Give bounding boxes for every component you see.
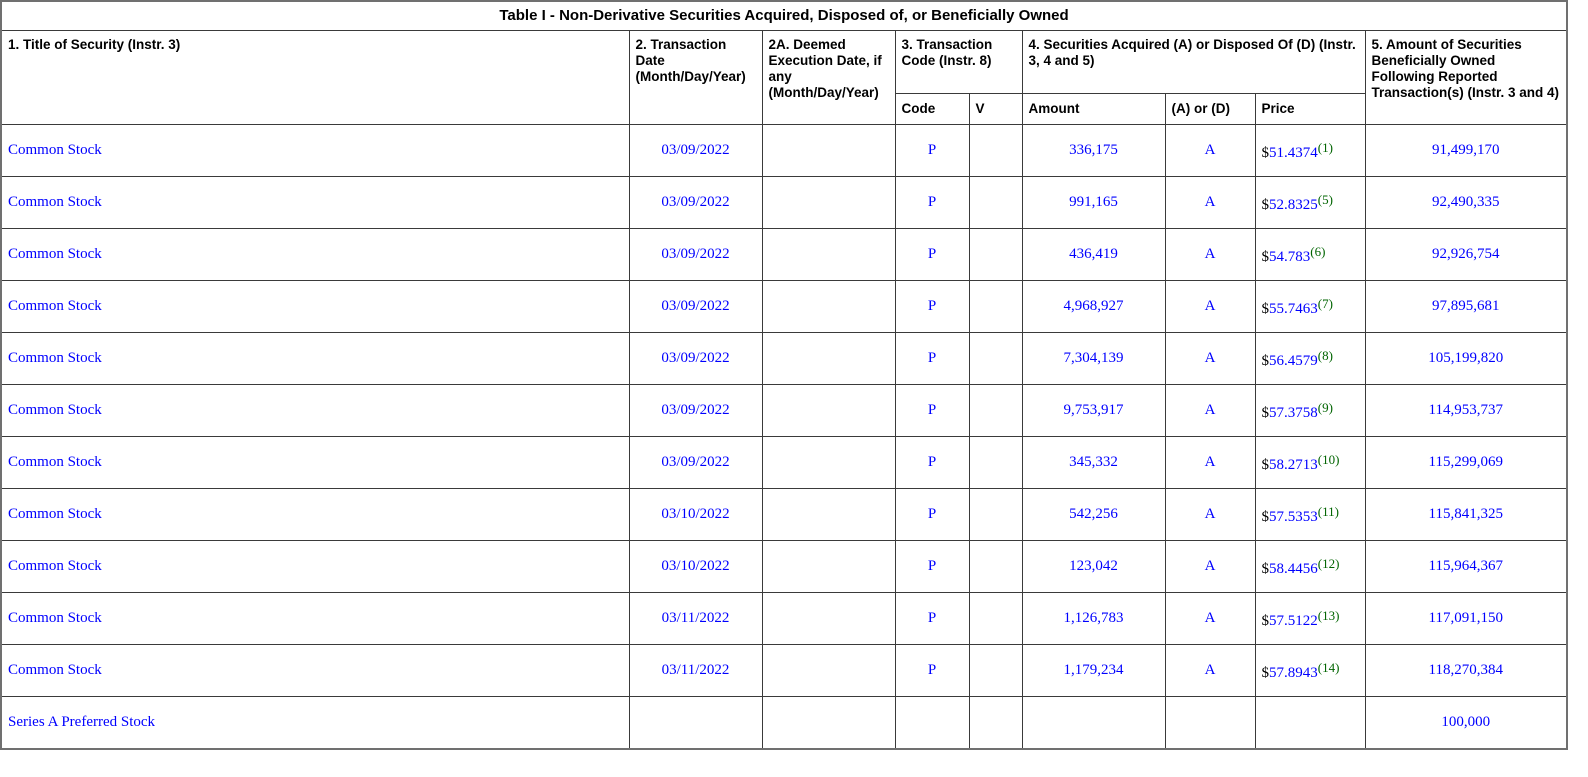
cell-amount	[1022, 281, 1165, 333]
price-currency-symbol: $	[1261, 456, 1269, 473]
footnote-reference[interactable]: (14)	[1317, 659, 1340, 675]
cell-price	[1255, 281, 1365, 333]
cell-a-or-d-text: A	[1204, 610, 1216, 626]
cell-amount	[1022, 645, 1165, 697]
cell-transaction-code-text: P	[927, 454, 937, 470]
cell-a-or-d	[1165, 645, 1255, 697]
cell-amount-owned-text: 91,499,170	[1432, 142, 1500, 158]
cell-title-of-security-text: Common Stock	[8, 402, 102, 418]
cell-price	[1255, 489, 1365, 541]
cell-v	[969, 645, 1022, 697]
cell-amount-text: 345,332	[1069, 454, 1118, 470]
price-currency-symbol: $	[1261, 196, 1269, 213]
cell-amount-text: 9,753,917	[1063, 402, 1124, 418]
price-value: 57.8943	[1269, 664, 1318, 681]
cell-a-or-d-text: A	[1204, 454, 1216, 470]
cell-title-of-security	[1, 645, 629, 697]
table-row	[1, 697, 1567, 750]
cell-v	[969, 177, 1022, 229]
cell-amount-text: 1,126,783	[1063, 610, 1124, 626]
cell-price	[1255, 645, 1365, 697]
footnote-reference[interactable]: (12)	[1317, 555, 1340, 571]
cell-title-of-security	[1, 333, 629, 385]
cell-a-or-d-text: A	[1204, 142, 1216, 158]
table-row	[1, 489, 1567, 541]
cell-amount-text: 336,175	[1069, 142, 1118, 158]
cell-transaction-code	[895, 333, 969, 385]
table-caption: Table I - Non-Derivative Securities Acquired, Disposed of, or Beneficially Owned	[1, 1, 1567, 31]
cell-a-or-d-text: A	[1204, 350, 1216, 366]
cell-a-or-d	[1165, 489, 1255, 541]
cell-transaction-date	[629, 697, 762, 750]
cell-transaction-code	[895, 177, 969, 229]
cell-amount-owned	[1365, 229, 1567, 281]
table-row	[1, 333, 1567, 385]
table-row	[1, 541, 1567, 593]
cell-amount	[1022, 593, 1165, 645]
cell-deemed-execution-date	[762, 437, 895, 489]
price-value: 56.4579	[1269, 352, 1318, 369]
cell-deemed-execution-date	[762, 697, 895, 750]
cell-amount-owned	[1365, 645, 1567, 697]
cell-amount-owned	[1365, 593, 1567, 645]
cell-a-or-d-text: A	[1204, 246, 1216, 262]
cell-price	[1255, 125, 1365, 177]
cell-transaction-code	[895, 593, 969, 645]
cell-transaction-code-text: P	[927, 142, 937, 158]
price-value: 52.8325	[1269, 196, 1318, 213]
cell-title-of-security-text: Common Stock	[8, 662, 102, 678]
cell-title-of-security-text: Common Stock	[8, 454, 102, 470]
header-a-or-d: (A) or (D)	[1165, 94, 1255, 125]
cell-transaction-date-text: 03/11/2022	[661, 610, 730, 626]
cell-transaction-code-text: P	[927, 194, 937, 210]
header-v: V	[969, 94, 1022, 125]
table-row	[1, 645, 1567, 697]
cell-title-of-security-text: Common Stock	[8, 142, 102, 158]
cell-transaction-code-text: P	[927, 558, 937, 574]
cell-title-of-security-text: Common Stock	[8, 298, 102, 314]
cell-transaction-date-text: 03/09/2022	[661, 454, 730, 470]
footnote-reference[interactable]: (10)	[1317, 451, 1340, 467]
cell-amount	[1022, 697, 1165, 750]
header-amount-beneficially-owned: 5. Amount of Securities Beneficially Owned Following Reported Transaction(s) (Instr. 3 and 4)	[1365, 31, 1567, 125]
cell-transaction-date	[629, 385, 762, 437]
cell-amount-owned-text: 100,000	[1441, 714, 1491, 730]
price-value: 51.4374	[1269, 144, 1318, 161]
cell-title-of-security-text: Common Stock	[8, 610, 102, 626]
cell-deemed-execution-date	[762, 541, 895, 593]
cell-amount	[1022, 125, 1165, 177]
cell-title-of-security-text: Common Stock	[8, 506, 102, 522]
cell-transaction-date	[629, 177, 762, 229]
cell-transaction-code	[895, 125, 969, 177]
cell-v	[969, 229, 1022, 281]
cell-v	[969, 593, 1022, 645]
cell-title-of-security	[1, 697, 629, 750]
cell-title-of-security	[1, 125, 629, 177]
footnote-reference[interactable]: (9)	[1317, 399, 1333, 415]
cell-deemed-execution-date	[762, 385, 895, 437]
cell-deemed-execution-date	[762, 333, 895, 385]
price-value: 58.2713	[1269, 456, 1318, 473]
cell-v	[969, 437, 1022, 489]
cell-transaction-code	[895, 385, 969, 437]
footnote-reference[interactable]: (8)	[1317, 347, 1333, 363]
cell-amount	[1022, 385, 1165, 437]
cell-a-or-d	[1165, 437, 1255, 489]
cell-amount-owned	[1365, 437, 1567, 489]
cell-a-or-d	[1165, 333, 1255, 385]
cell-transaction-code	[895, 697, 969, 750]
cell-transaction-code	[895, 489, 969, 541]
price-currency-symbol: $	[1261, 508, 1269, 525]
cell-transaction-date-text: 03/10/2022	[661, 558, 730, 574]
cell-transaction-date	[629, 489, 762, 541]
cell-transaction-code-text: P	[927, 350, 937, 366]
footnote-reference[interactable]: (13)	[1317, 607, 1340, 623]
cell-a-or-d-text: A	[1204, 558, 1216, 574]
cell-transaction-code	[895, 437, 969, 489]
cell-amount	[1022, 177, 1165, 229]
cell-amount-text: 123,042	[1069, 558, 1118, 574]
cell-title-of-security	[1, 385, 629, 437]
cell-amount-owned-text: 114,953,737	[1428, 402, 1503, 418]
cell-title-of-security-text: Series A Preferred Stock	[8, 714, 156, 730]
cell-amount-owned-text: 115,841,325	[1428, 506, 1503, 522]
cell-title-of-security-text: Common Stock	[8, 246, 102, 262]
cell-deemed-execution-date	[762, 125, 895, 177]
cell-price	[1255, 541, 1365, 593]
cell-transaction-code	[895, 229, 969, 281]
cell-amount-owned	[1365, 385, 1567, 437]
header-code: Code	[895, 94, 969, 125]
cell-amount-text: 4,968,927	[1063, 298, 1124, 314]
cell-v	[969, 125, 1022, 177]
cell-v	[969, 489, 1022, 541]
cell-a-or-d-text: A	[1204, 662, 1216, 678]
cell-a-or-d	[1165, 125, 1255, 177]
price-currency-symbol: $	[1261, 300, 1269, 317]
cell-amount-owned-text: 117,091,150	[1428, 610, 1503, 626]
cell-title-of-security	[1, 593, 629, 645]
cell-title-of-security	[1, 437, 629, 489]
cell-price	[1255, 697, 1365, 750]
cell-a-or-d-text: A	[1204, 194, 1216, 210]
price-currency-symbol: $	[1261, 664, 1269, 681]
table-row	[1, 437, 1567, 489]
cell-transaction-code-text: P	[927, 402, 937, 418]
cell-amount-owned-text: 115,964,367	[1428, 558, 1503, 574]
cell-amount	[1022, 437, 1165, 489]
header-deemed-execution-date: 2A. Deemed Execution Date, if any (Month/Day/Year)	[762, 31, 895, 125]
cell-amount-owned	[1365, 281, 1567, 333]
header-amount: Amount	[1022, 94, 1165, 125]
cell-transaction-date-text: 03/09/2022	[661, 142, 730, 158]
cell-amount-owned-text: 118,270,384	[1428, 662, 1503, 678]
cell-transaction-date	[629, 593, 762, 645]
cell-transaction-date-text: 03/09/2022	[661, 246, 730, 262]
table-row	[1, 125, 1567, 177]
cell-a-or-d-text: A	[1204, 402, 1216, 418]
cell-transaction-code-text: P	[927, 246, 937, 262]
cell-price	[1255, 333, 1365, 385]
cell-a-or-d	[1165, 593, 1255, 645]
price-value: 57.5122	[1269, 612, 1318, 629]
cell-transaction-code-text: P	[927, 506, 937, 522]
cell-amount-owned-text: 92,490,335	[1432, 194, 1500, 210]
price-value: 57.3758	[1269, 404, 1318, 421]
cell-amount-text: 436,419	[1069, 246, 1118, 262]
cell-title-of-security-text: Common Stock	[8, 558, 102, 574]
cell-amount-owned	[1365, 541, 1567, 593]
table-row	[1, 385, 1567, 437]
cell-deemed-execution-date	[762, 593, 895, 645]
cell-transaction-date-text: 03/09/2022	[661, 402, 730, 418]
cell-price	[1255, 385, 1365, 437]
cell-deemed-execution-date	[762, 229, 895, 281]
cell-v	[969, 697, 1022, 750]
cell-transaction-date-text: 03/09/2022	[661, 350, 730, 366]
cell-deemed-execution-date	[762, 489, 895, 541]
cell-a-or-d	[1165, 541, 1255, 593]
cell-transaction-date	[629, 281, 762, 333]
cell-amount	[1022, 229, 1165, 281]
price-currency-symbol: $	[1261, 560, 1269, 577]
cell-a-or-d-text: A	[1204, 298, 1216, 314]
price-value: 54.783	[1269, 248, 1311, 265]
cell-transaction-code	[895, 281, 969, 333]
price-currency-symbol: $	[1261, 144, 1269, 161]
cell-title-of-security	[1, 229, 629, 281]
cell-transaction-code	[895, 645, 969, 697]
footnote-reference[interactable]: (1)	[1317, 139, 1333, 155]
cell-amount-text: 1,179,234	[1063, 662, 1124, 678]
cell-transaction-date-text: 03/10/2022	[661, 506, 730, 522]
cell-title-of-security	[1, 281, 629, 333]
cell-amount	[1022, 333, 1165, 385]
cell-transaction-date	[629, 645, 762, 697]
price-value: 58.4456	[1269, 560, 1318, 577]
cell-title-of-security	[1, 489, 629, 541]
cell-transaction-date-text: 03/09/2022	[661, 194, 730, 210]
price-currency-symbol: $	[1261, 248, 1269, 265]
cell-a-or-d	[1165, 697, 1255, 750]
cell-amount-text: 542,256	[1069, 506, 1118, 522]
price-value: 57.5353	[1269, 508, 1318, 525]
cell-transaction-date	[629, 229, 762, 281]
price-currency-symbol: $	[1261, 404, 1269, 421]
cell-amount-text: 991,165	[1069, 194, 1118, 210]
header-title-of-security: 1. Title of Security (Instr. 3)	[1, 31, 629, 125]
table-row	[1, 229, 1567, 281]
cell-price	[1255, 437, 1365, 489]
footnote-reference[interactable]: (7)	[1317, 295, 1333, 311]
cell-a-or-d	[1165, 177, 1255, 229]
cell-deemed-execution-date	[762, 177, 895, 229]
cell-amount	[1022, 489, 1165, 541]
cell-amount-owned-text: 97,895,681	[1432, 298, 1500, 314]
cell-transaction-date	[629, 437, 762, 489]
table-body	[1, 125, 1567, 750]
cell-amount	[1022, 541, 1165, 593]
header-price: Price	[1255, 94, 1365, 125]
cell-amount-text: 7,304,139	[1063, 350, 1124, 366]
cell-amount-owned	[1365, 177, 1567, 229]
cell-title-of-security	[1, 177, 629, 229]
footnote-reference[interactable]: (5)	[1317, 191, 1333, 207]
cell-v	[969, 281, 1022, 333]
cell-price	[1255, 593, 1365, 645]
price-currency-symbol: $	[1261, 612, 1269, 629]
footnote-reference[interactable]: (11)	[1317, 503, 1339, 519]
cell-transaction-code-text: P	[927, 610, 937, 626]
cell-amount-owned	[1365, 697, 1567, 750]
header-securities-acquired-disposed: 4. Securities Acquired (A) or Disposed Of (D) (Instr. 3, 4 and 5)	[1022, 31, 1365, 94]
cell-deemed-execution-date	[762, 281, 895, 333]
price-value: 55.7463	[1269, 300, 1318, 317]
cell-transaction-code-text: P	[927, 662, 937, 678]
cell-transaction-date	[629, 125, 762, 177]
table-row	[1, 177, 1567, 229]
cell-v	[969, 541, 1022, 593]
footnote-reference[interactable]: (6)	[1310, 243, 1326, 259]
cell-price	[1255, 229, 1365, 281]
cell-deemed-execution-date	[762, 645, 895, 697]
header-transaction-code: 3. Transaction Code (Instr. 8)	[895, 31, 1022, 94]
cell-title-of-security-text: Common Stock	[8, 350, 102, 366]
cell-title-of-security	[1, 541, 629, 593]
cell-transaction-code	[895, 541, 969, 593]
cell-amount-owned	[1365, 125, 1567, 177]
cell-price	[1255, 177, 1365, 229]
cell-transaction-date	[629, 541, 762, 593]
cell-v	[969, 333, 1022, 385]
table-row	[1, 593, 1567, 645]
cell-transaction-date	[629, 333, 762, 385]
cell-v	[969, 385, 1022, 437]
cell-amount-owned	[1365, 489, 1567, 541]
cell-transaction-code-text: P	[927, 298, 937, 314]
price-currency-symbol: $	[1261, 352, 1269, 369]
cell-amount-owned-text: 115,299,069	[1428, 454, 1503, 470]
cell-amount-owned-text: 105,199,820	[1428, 350, 1504, 366]
cell-amount-owned	[1365, 333, 1567, 385]
cell-amount-owned-text: 92,926,754	[1432, 246, 1500, 262]
cell-a-or-d	[1165, 385, 1255, 437]
cell-transaction-date-text: 03/09/2022	[661, 298, 730, 314]
header-transaction-date: 2. Transaction Date (Month/Day/Year)	[629, 31, 762, 125]
cell-a-or-d	[1165, 281, 1255, 333]
cell-a-or-d	[1165, 229, 1255, 281]
cell-transaction-date-text: 03/11/2022	[661, 662, 730, 678]
cell-title-of-security-text: Common Stock	[8, 194, 102, 210]
cell-a-or-d-text: A	[1204, 506, 1216, 522]
table-row	[1, 281, 1567, 333]
